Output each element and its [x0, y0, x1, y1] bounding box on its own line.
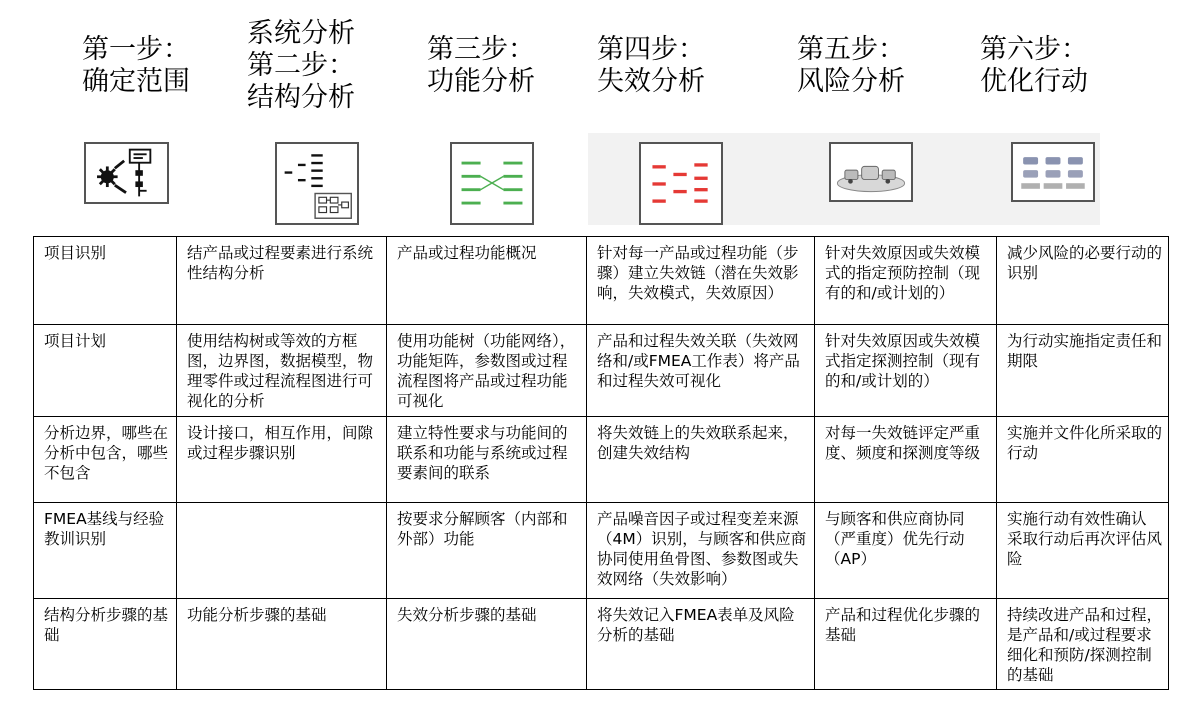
step-4-line-1: 第四步：	[597, 34, 705, 65]
table-cell	[997, 237, 1169, 325]
step-3-line-1: 第三步：	[427, 34, 535, 65]
step-1-header	[82, 34, 190, 98]
step-2-header	[247, 18, 355, 114]
table-row	[34, 237, 1169, 325]
cell-text: 产品或过程功能概况	[397, 244, 537, 262]
cell-text: 持续改进产品和过程，是产品和/或过程要求细化和预防/探测控制的基础	[1007, 606, 1163, 684]
table-cell	[997, 503, 1169, 599]
cell-text: FMEA基线与经验教训识别	[44, 510, 165, 548]
table-cell	[815, 503, 997, 599]
failure-network-icon	[639, 142, 723, 225]
cell-text: 设计接口，相互作用，间隙或过程步骤识别	[187, 424, 374, 462]
step-6-line-2: 优化行动	[980, 66, 1088, 97]
cell-text: 将失效记入FMEA表单及风险分析的基础	[597, 606, 795, 644]
cell-text: 针对失效原因或失效模式指定探测控制（现有的和/或计划的）	[825, 332, 981, 390]
cell-text: 产品和过程失效关联（失效网络和/或FMEA工作表）将产品和过程失效可视化	[597, 332, 800, 390]
cell-text: 将失效链上的失效联系起来，创建失效结构	[597, 424, 799, 462]
table-cell	[34, 599, 177, 690]
table-cell	[177, 325, 387, 417]
step-1-line-1: 第一步：	[82, 34, 190, 65]
table-cell	[815, 325, 997, 417]
cell-text: 结构分析步骤的基础	[44, 606, 169, 644]
cell-text: 减少风险的必要行动的识别	[1007, 244, 1163, 282]
step-2-line-1: 系统分析	[247, 18, 355, 49]
table-cell	[587, 325, 815, 417]
step-2-line-3: 结构分析	[247, 82, 355, 113]
table-row	[34, 503, 1169, 599]
table-cell	[997, 599, 1169, 690]
table-row	[34, 599, 1169, 690]
cell-text: 产品噪音因子或过程变差来源（4M）识别，与顾客和供应商协同使用鱼骨图、参数图或失效网络（失效影响）	[597, 510, 807, 588]
step-5-header	[797, 34, 905, 98]
table-cell	[34, 503, 177, 599]
cell-text: 失效分析步骤的基础	[397, 606, 537, 624]
cell-text: 与顾客和供应商协同（严重度）优先行动（AP）	[825, 510, 965, 568]
step-5-line-1: 第五步：	[797, 34, 905, 65]
step-3-line-2: 功能分析	[427, 66, 535, 97]
table-cell	[34, 417, 177, 503]
table-cell	[997, 417, 1169, 503]
cell-text: 项目识别	[44, 244, 107, 262]
cell-text: 实施行动有效性确认 采取行动后再次评估风险	[1007, 510, 1163, 568]
table-row	[34, 325, 1169, 417]
table-cell	[177, 503, 387, 599]
cell-text: 使用结构树或等效的方框图，边界图，数据模型，物理零件或过程流程图进行可视化的分析	[187, 332, 374, 410]
table-cell	[587, 417, 815, 503]
cell-text: 实施并文件化所采取的行动	[1007, 424, 1163, 462]
gear-hierarchy-icon	[84, 142, 169, 204]
step-4-line-2: 失效分析	[597, 66, 705, 97]
cell-text: 产品和过程优化步骤的基础	[825, 606, 981, 644]
risk-analysis-icon	[829, 142, 913, 202]
table-cell	[387, 237, 587, 325]
table-cell	[815, 417, 997, 503]
table-cell	[177, 237, 387, 325]
cell-text: 功能分析步骤的基础	[187, 606, 327, 624]
cell-text: 针对每一产品或过程功能（步骤）建立失效链（潜在失效影响，失效模式，失效原因）	[597, 244, 799, 302]
table-cell	[387, 599, 587, 690]
table-cell	[387, 325, 587, 417]
table-cell	[34, 237, 177, 325]
cell-text: 按要求分解顾客（内部和外部）功能	[397, 510, 568, 548]
cell-text: 项目计划	[44, 332, 107, 350]
cell-text: 为行动实施指定责任和期限	[1007, 332, 1163, 370]
step-6-header	[980, 34, 1088, 98]
table-cell	[587, 503, 815, 599]
step-3-header	[427, 34, 535, 98]
table-cell	[587, 599, 815, 690]
table-cell	[177, 417, 387, 503]
table-cell	[997, 325, 1169, 417]
cell-text: 分析边界，哪些在分析中包含，哪些不包含	[44, 424, 169, 482]
function-network-icon	[450, 142, 534, 225]
step-6-line-1: 第六步：	[980, 34, 1088, 65]
table-cell	[815, 599, 997, 690]
optimization-icon	[1011, 142, 1095, 202]
cell-text: 对每一失效链评定严重度、频度和探测度等级	[825, 424, 981, 462]
cell-text: 使用功能树（功能网络），功能矩阵，参数图或过程流程图将产品或过程功能可视化	[397, 332, 576, 410]
table-cell	[34, 325, 177, 417]
table-cell	[387, 417, 587, 503]
cell-text: 结产品或过程要素进行系统性结构分析	[187, 244, 374, 282]
cell-text: 建立特性要求与功能间的联系和功能与系统或过程要素间的联系	[397, 424, 568, 482]
fmea-steps-table	[33, 236, 1169, 690]
step-2-line-2: 第二步：	[247, 50, 355, 81]
table-cell	[815, 237, 997, 325]
table-row	[34, 417, 1169, 503]
structure-tree-icon	[275, 142, 359, 225]
cell-text: 针对失效原因或失效模式的指定预防控制（现有的和/或计划的）	[825, 244, 981, 302]
table-cell	[587, 237, 815, 325]
table-cell	[387, 503, 587, 599]
step-1-line-2: 确定范围	[82, 66, 190, 97]
step-5-line-2: 风险分析	[797, 66, 905, 97]
table-cell	[177, 599, 387, 690]
step-4-header	[597, 34, 705, 98]
